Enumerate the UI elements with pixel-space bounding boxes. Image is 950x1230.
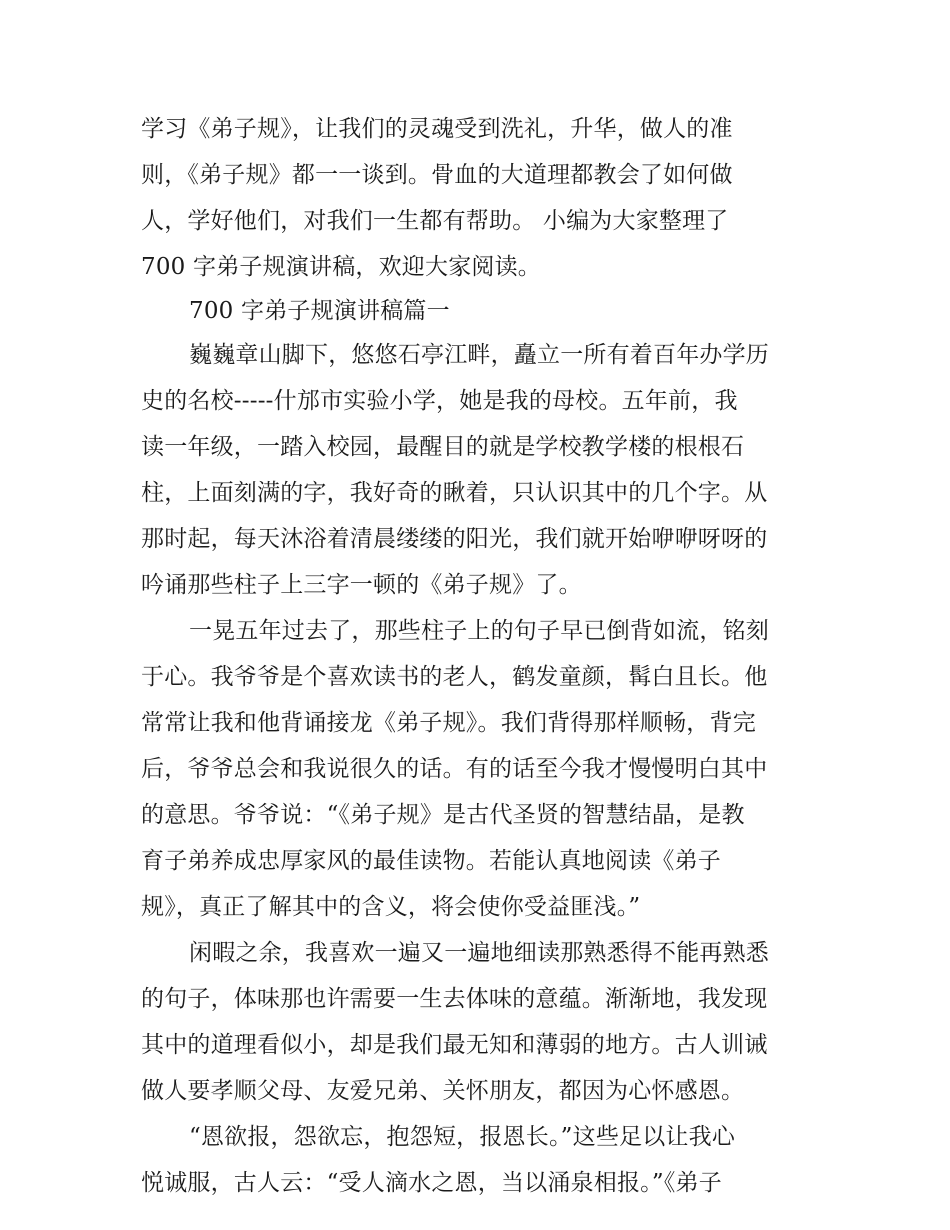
text-line: 于心。我爷爷是个喜欢读书的老人，鹤发童颜，髯白且长。他: [141, 664, 768, 690]
text-line: 后，爷爷总会和我说很久的话。有的话至今我才慢慢明白其中: [141, 756, 768, 782]
text-line: 学习《弟子规》，让我们的灵魂受到洗礼，升华，做人的准: [141, 116, 733, 142]
text-line: 其中的道理看似小，却是我们最无知和薄弱的地方。古人训诫: [141, 1032, 768, 1058]
text-line: 人，学好他们，对我们一生都有帮助。 小编为大家整理了: [141, 208, 729, 234]
text-line: 巍巍章山脚下，悠悠石亭江畔，矗立一所有着百年办学历: [189, 342, 769, 368]
text-line: 的句子，体味那也许需要一生去体味的意蕴。渐渐地，我发现: [141, 986, 768, 1012]
text-line: 700 字弟子规演讲稿，欢迎大家阅读。: [141, 254, 542, 280]
text-line: 悦诚服，古人云：“受人滴水之恩，当以涌泉相报。”《弟子: [141, 1170, 722, 1196]
text-line: 规》，真正了解其中的含义，将会使你受益匪浅。”: [141, 894, 641, 920]
text-line: 的意思。爷爷说：“《弟子规》是古代圣贤的智慧结晶，是教: [141, 802, 745, 828]
text-line: 育子弟养成忠厚家风的最佳读物。若能认真地阅读《弟子: [141, 848, 721, 874]
section-heading: 700 字弟子规演讲稿篇一: [189, 298, 450, 324]
text-line: 则，《弟子规》都一一谈到。骨血的大道理都教会了如何做: [141, 162, 733, 188]
text-line: 闲暇之余，我喜欢一遍又一遍地细读那熟悉得不能再熟悉: [189, 940, 769, 966]
text-line: 那时起，每天沐浴着清晨缕缕的阳光，我们就开始咿咿呀呀的: [141, 526, 768, 552]
text-line: 柱，上面刻满的字，我好奇的瞅着，只认识其中的几个字。从: [141, 480, 768, 506]
text-line: 读一年级，一踏入校园，最醒目的就是学校教学楼的根根石: [141, 434, 745, 460]
text-line: 史的名校-----什邡市实验小学，她是我的母校。五年前，我: [141, 388, 738, 414]
text-line: 吟诵那些柱子上三字一顿的《弟子规》了。: [141, 572, 582, 598]
document-body: [141, 106, 811, 1206]
text-line: 做人要孝顺父母、友爱兄弟、关怀朋友，都因为心怀感恩。: [141, 1078, 745, 1104]
text-line: “恩欲报，怨欲忘，抱怨短，报恩长。”这些足以让我心: [189, 1124, 736, 1150]
text-line: 常常让我和他背诵接龙《弟子规》。我们背得那样顺畅，背完: [141, 710, 756, 736]
text-line: 一晃五年过去了，那些柱子上的句子早已倒背如流，铭刻: [189, 618, 769, 644]
